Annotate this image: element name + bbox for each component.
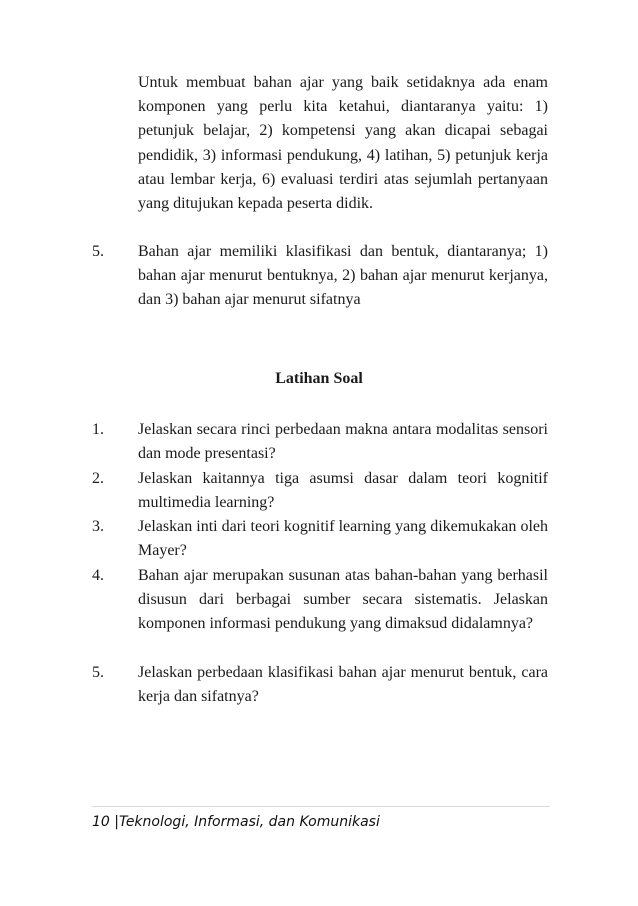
question-4 xyxy=(92,564,548,637)
summary-item-text: Bahan ajar memiliki klasifikasi dan bentuk, diantaranya; 1) bahan ajar menurut bentuknya, 2) bahan ajar menurut kerjanya, dan 3) bahan ajar menurut sifatnya xyxy=(138,243,548,309)
question-text: Jelaskan perbedaan klasifikasi bahan ajar menurut bentuk, cara kerja dan sifatnya? xyxy=(138,664,548,706)
footer-title: Teknologi, Informasi, dan Komunikasi xyxy=(119,814,380,830)
question-3 xyxy=(92,515,548,563)
question-2 xyxy=(92,467,548,515)
section-title: Latihan Soal xyxy=(275,370,363,387)
question-5 xyxy=(92,661,548,709)
question-number: 4. xyxy=(92,567,104,584)
question-number: 1. xyxy=(92,421,104,438)
page-footer xyxy=(92,812,380,832)
footer-divider xyxy=(92,806,550,807)
question-1 xyxy=(92,418,548,466)
question-text: Jelaskan secara rinci perbedaan makna antara modalitas sensori dan mode presentasi? xyxy=(138,421,548,463)
summary-item-number: 5. xyxy=(92,243,104,260)
summary-item-5 xyxy=(92,240,548,313)
question-number: 3. xyxy=(92,518,104,535)
question-number: 2. xyxy=(92,470,104,487)
intro-paragraph: Untuk membuat bahan ajar yang baik setidaknya ada enam komponen yang perlu kita ketahui, diantaranya yaitu: 1) petunjuk belajar, 2) kompetensi yang akan dicapai sebagai pendidik, 3) informasi pendukung, 4) latihan, 5) petunjuk kerja atau lembar kerja, 6) evaluasi terdiri atas sejumlah pertanyaan yang ditujukan kepada peserta didik. xyxy=(138,74,548,213)
question-number: 5. xyxy=(92,664,104,681)
footer-separator: | xyxy=(114,814,119,830)
question-text: Bahan ajar merupakan susunan atas bahan-bahan yang berhasil disusun dari berbagai sumber secara sistematis. Jelaskan komponen informasi pendukung yang dimaksud didalamnya? xyxy=(138,567,548,633)
page-number: 10 xyxy=(92,814,110,830)
question-text: Jelaskan inti dari teori kognitif learning yang dikemukakan oleh Mayer? xyxy=(138,518,548,560)
question-text: Jelaskan kaitannya tiga asumsi dasar dalam teori kognitif multimedia learning? xyxy=(138,470,548,512)
